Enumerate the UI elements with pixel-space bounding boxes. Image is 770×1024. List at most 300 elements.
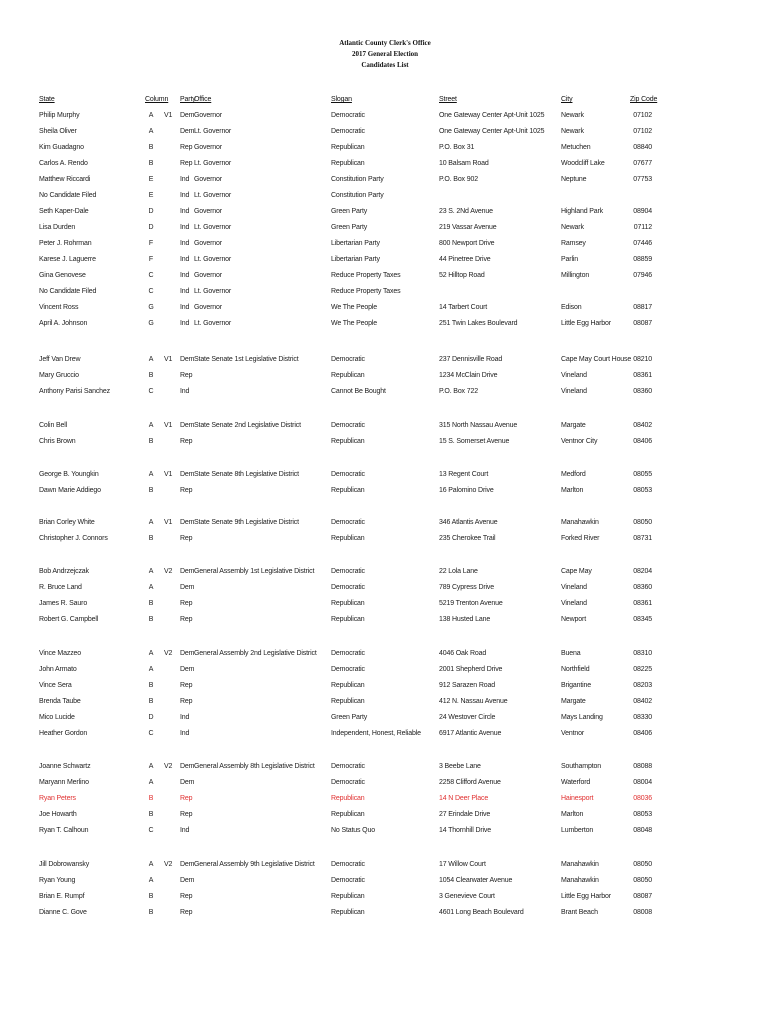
ballot-column: A xyxy=(148,356,154,363)
city: Northfield xyxy=(561,666,590,673)
slogan: We The People xyxy=(331,320,378,327)
table-row xyxy=(0,172,770,188)
party: Rep xyxy=(180,698,193,705)
zip-code: 08731 xyxy=(633,535,652,542)
candidate-name: Lisa Durden xyxy=(39,224,76,231)
street-address: 3 Beebe Lane xyxy=(439,763,481,770)
zip-code: 07446 xyxy=(633,240,652,247)
city: Newark xyxy=(561,112,584,119)
street-address: 44 Pinetree Drive xyxy=(439,256,491,263)
candidate-name: Philip Murphy xyxy=(39,112,80,119)
party: Ind xyxy=(180,272,190,279)
slogan: Constitution Party xyxy=(331,192,384,199)
ballot-column: A xyxy=(148,666,154,673)
party: Rep xyxy=(180,487,193,494)
slogan: Republican xyxy=(331,811,365,818)
office: Lt. Governor xyxy=(194,192,232,199)
table-row xyxy=(0,694,770,710)
table-row xyxy=(0,108,770,124)
city: Mays Landing xyxy=(561,714,603,721)
party: Rep xyxy=(180,893,193,900)
table-row xyxy=(0,564,770,580)
city: Edison xyxy=(561,304,582,311)
city: Little Egg Harbor xyxy=(561,320,611,327)
street-address: 4046 Oak Road xyxy=(439,650,487,657)
zip-code: 08053 xyxy=(633,811,652,818)
ballot-column: A xyxy=(148,861,154,868)
street-address: P.O. Box 722 xyxy=(439,388,478,395)
table-row xyxy=(0,156,770,172)
party: Rep xyxy=(180,160,193,167)
city: Marlton xyxy=(561,811,584,818)
street-address: 789 Cypress Drive xyxy=(439,584,495,591)
street-address: 6917 Atlantic Avenue xyxy=(439,730,502,737)
ballot-column: B xyxy=(148,616,154,623)
header-list-title: Candidates List xyxy=(361,61,409,69)
party: Dem xyxy=(180,568,195,575)
candidate-name: No Candidate Filed xyxy=(39,288,97,295)
zip-code: 08210 xyxy=(633,356,652,363)
candidate-name: Vincent Ross xyxy=(39,304,79,311)
zip-code: 08036 xyxy=(633,795,652,802)
zip-code: 08360 xyxy=(633,584,652,591)
party: Dem xyxy=(180,666,195,673)
street-address: 10 Balsam Road xyxy=(439,160,489,167)
city: Southampton xyxy=(561,763,601,770)
ballot-column: E xyxy=(148,176,154,183)
party: Dem xyxy=(180,861,195,868)
table-row xyxy=(0,140,770,156)
ballot-column: B xyxy=(148,438,154,445)
city: Cape May Court House xyxy=(561,356,632,363)
street-address: 235 Cherokee Trail xyxy=(439,535,496,542)
ballot-column: A xyxy=(148,763,154,770)
office: Lt. Governor xyxy=(194,128,232,135)
street-address: 16 Palomino Drive xyxy=(439,487,494,494)
vote-for-code: V1 xyxy=(164,519,173,526)
candidate-name: Ryan T. Calhoun xyxy=(39,827,89,834)
city: Margate xyxy=(561,422,586,429)
party: Ind xyxy=(180,240,190,247)
party: Dem xyxy=(180,650,195,657)
city: Highland Park xyxy=(561,208,604,215)
office: State Senate 2nd Legislative District xyxy=(194,422,301,429)
zip-code: 08406 xyxy=(633,438,652,445)
table-row xyxy=(0,418,770,434)
table-row xyxy=(0,300,770,316)
candidate-name: Karese J. Laguerre xyxy=(39,256,96,263)
slogan: Republican xyxy=(331,909,365,916)
ballot-column: C xyxy=(148,272,154,279)
table-row xyxy=(0,759,770,775)
vote-for-code: V2 xyxy=(164,861,173,868)
candidate-name: No Candidate Filed xyxy=(39,192,97,199)
slogan: Republican xyxy=(331,438,365,445)
ballot-column: B xyxy=(148,535,154,542)
city: Margate xyxy=(561,698,586,705)
city: Manahawkin xyxy=(561,861,599,868)
city: Vineland xyxy=(561,372,587,379)
ballot-column: A xyxy=(148,112,154,119)
candidate-name: Mico Lucide xyxy=(39,714,75,721)
ballot-column: A xyxy=(148,471,154,478)
street-address: 5219 Trenton Avenue xyxy=(439,600,503,607)
party: Rep xyxy=(180,372,193,379)
zip-code: 08050 xyxy=(633,877,652,884)
city: Newark xyxy=(561,128,584,135)
zip-code: 08402 xyxy=(633,698,652,705)
street-address: One Gateway Center Apt-Unit 1025 xyxy=(439,112,545,119)
candidate-name: Vince Mazzeo xyxy=(39,650,82,657)
office: Lt. Governor xyxy=(194,288,232,295)
candidate-name: Ryan Young xyxy=(39,877,76,884)
vote-for-code: V1 xyxy=(164,356,173,363)
slogan: Republican xyxy=(331,144,365,151)
street-address: 14 N Deer Place xyxy=(439,795,489,802)
slogan: Republican xyxy=(331,487,365,494)
zip-code: 07677 xyxy=(633,160,652,167)
col-header-zip: Zip Code xyxy=(630,96,658,103)
slogan: Republican xyxy=(331,535,365,542)
office: Lt. Governor xyxy=(194,224,232,231)
zip-code: 08050 xyxy=(633,861,652,868)
table-row xyxy=(0,678,770,694)
table-row xyxy=(0,434,770,450)
zip-code: 08310 xyxy=(633,650,652,657)
table-row xyxy=(0,662,770,678)
party: Rep xyxy=(180,438,193,445)
zip-code: 08204 xyxy=(633,568,652,575)
vote-for-code: V1 xyxy=(164,422,173,429)
party: Rep xyxy=(180,600,193,607)
zip-code: 08088 xyxy=(633,763,652,770)
ballot-column: B xyxy=(148,698,154,705)
vote-for-code: V1 xyxy=(164,471,173,478)
ballot-column: B xyxy=(148,682,154,689)
col-header-slogan: Slogan xyxy=(331,96,352,103)
vote-for-code: V2 xyxy=(164,763,173,770)
street-address: 3 Genevieve Court xyxy=(439,893,495,900)
ballot-column: G xyxy=(148,304,154,311)
street-address: 14 Tarbert Court xyxy=(439,304,488,311)
table-row xyxy=(0,124,770,140)
street-address: 2258 Clifford Avenue xyxy=(439,779,501,786)
table-row xyxy=(0,483,770,499)
party: Dem xyxy=(180,471,195,478)
office: General Assembly 9th Legislative District xyxy=(194,861,315,868)
col-header-column: Column xyxy=(145,96,169,103)
city: Medford xyxy=(561,471,586,478)
party: Ind xyxy=(180,320,190,327)
party: Ind xyxy=(180,730,190,737)
city: Hainesport xyxy=(561,795,594,802)
zip-code: 08050 xyxy=(633,519,652,526)
ballot-column: A xyxy=(148,519,154,526)
street-address: 800 Newport Drive xyxy=(439,240,495,247)
zip-code: 08087 xyxy=(633,893,652,900)
city: Vineland xyxy=(561,388,587,395)
zip-code: 08008 xyxy=(633,909,652,916)
candidate-name: Joanne Schwartz xyxy=(39,763,91,770)
slogan: We The People xyxy=(331,304,378,311)
ballot-column: C xyxy=(148,388,154,395)
party: Dem xyxy=(180,519,195,526)
table-row xyxy=(0,646,770,662)
party: Dem xyxy=(180,356,195,363)
candidate-name: April A. Johnson xyxy=(39,320,88,327)
candidate-name: Seth Kaper-Dale xyxy=(39,208,89,215)
city: Ventnor City xyxy=(561,438,598,445)
office: State Senate 8th Legislative District xyxy=(194,471,299,478)
street-address: 1054 Clearwater Avenue xyxy=(439,877,513,884)
street-address: 27 Erindale Drive xyxy=(439,811,491,818)
slogan: No Status Quo xyxy=(331,827,375,834)
table-row xyxy=(0,710,770,726)
office: General Assembly 2nd Legislative District xyxy=(194,650,317,657)
candidate-name: Maryann Merlino xyxy=(39,779,89,786)
candidate-name: Dianne C. Gove xyxy=(39,909,87,916)
slogan: Democratic xyxy=(331,861,365,868)
table-row xyxy=(0,316,770,332)
zip-code: 08053 xyxy=(633,487,652,494)
office: Governor xyxy=(194,304,222,311)
candidate-name: Joe Howarth xyxy=(39,811,77,818)
party: Ind xyxy=(180,208,190,215)
office: Governor xyxy=(194,208,222,215)
slogan: Democratic xyxy=(331,877,365,884)
candidate-name: Brenda Taube xyxy=(39,698,81,705)
slogan: Libertarian Party xyxy=(331,240,380,247)
table-row xyxy=(0,252,770,268)
table-row xyxy=(0,873,770,889)
table-row xyxy=(0,236,770,252)
slogan: Democratic xyxy=(331,356,365,363)
slogan: Democratic xyxy=(331,128,365,135)
candidate-name: Peter J. Rohrman xyxy=(39,240,92,247)
city: Lumberton xyxy=(561,827,594,834)
slogan: Democratic xyxy=(331,779,365,786)
table-row xyxy=(0,515,770,531)
candidate-name: Gina Genovese xyxy=(39,272,86,279)
zip-code: 08402 xyxy=(633,422,652,429)
slogan: Libertarian Party xyxy=(331,256,380,263)
ballot-column: B xyxy=(148,144,154,151)
city: Vineland xyxy=(561,584,587,591)
vote-for-code: V1 xyxy=(164,112,173,119)
zip-code: 08225 xyxy=(633,666,652,673)
city: Brant Beach xyxy=(561,909,598,916)
party: Dem xyxy=(180,763,195,770)
slogan: Cannot Be Bought xyxy=(331,388,386,395)
street-address: 251 Twin Lakes Boulevard xyxy=(439,320,518,327)
party: Rep xyxy=(180,616,193,623)
office: General Assembly 1st Legislative District xyxy=(194,568,315,575)
table-row xyxy=(0,775,770,791)
table-row xyxy=(0,823,770,839)
candidate-name: George B. Youngkin xyxy=(39,471,99,478)
candidate-name: Jill Dobrowansky xyxy=(39,861,90,868)
street-address: 219 Vassar Avenue xyxy=(439,224,497,231)
header-election-title: 2017 General Election xyxy=(351,50,419,58)
ballot-column: D xyxy=(148,208,154,215)
slogan: Democratic xyxy=(331,422,365,429)
office: Governor xyxy=(194,144,222,151)
ballot-column: B xyxy=(148,487,154,494)
zip-code: 08330 xyxy=(633,714,652,721)
table-row xyxy=(0,268,770,284)
city: Marlton xyxy=(561,487,584,494)
candidate-name: Colin Bell xyxy=(39,422,68,429)
table-row xyxy=(0,467,770,483)
table-row xyxy=(0,596,770,612)
candidate-name: Matthew Riccardi xyxy=(39,176,91,183)
zip-code: 08055 xyxy=(633,471,652,478)
candidate-name: Mary Gruccio xyxy=(39,372,79,379)
city: Forked River xyxy=(561,535,600,542)
candidate-name: Sheila Oliver xyxy=(39,128,77,135)
city: Cape May xyxy=(561,568,592,575)
ballot-column: B xyxy=(148,893,154,900)
candidate-name: Jeff Van Drew xyxy=(39,356,81,363)
slogan: Republican xyxy=(331,616,365,623)
table-row xyxy=(0,905,770,921)
city: Neptune xyxy=(561,176,587,183)
city: Manahawkin xyxy=(561,519,599,526)
slogan: Democratic xyxy=(331,650,365,657)
street-address: 412 N. Nassau Avenue xyxy=(439,698,508,705)
ballot-column: G xyxy=(148,320,154,327)
party: Dem xyxy=(180,584,195,591)
ballot-column: D xyxy=(148,224,154,231)
ballot-column: A xyxy=(148,422,154,429)
party: Rep xyxy=(180,909,193,916)
zip-code: 08361 xyxy=(633,372,652,379)
slogan: Democratic xyxy=(331,519,365,526)
candidate-name: Dawn Marie Addiego xyxy=(39,487,101,494)
zip-code: 08817 xyxy=(633,304,652,311)
city: Brigantine xyxy=(561,682,592,689)
party: Rep xyxy=(180,682,193,689)
table-row xyxy=(0,791,770,807)
city: Metuchen xyxy=(561,144,591,151)
ballot-column: B xyxy=(148,909,154,916)
col-header-party: Party xyxy=(180,96,196,103)
office: State Senate 1st Legislative District xyxy=(194,356,299,363)
city: Millington xyxy=(561,272,590,279)
slogan: Green Party xyxy=(331,714,368,721)
party: Ind xyxy=(180,256,190,263)
slogan: Reduce Property Taxes xyxy=(331,272,401,279)
table-row xyxy=(0,580,770,596)
candidate-name: Chris Brown xyxy=(39,438,76,445)
zip-code: 08859 xyxy=(633,256,652,263)
zip-code: 08361 xyxy=(633,600,652,607)
col-header-state: State xyxy=(39,96,55,103)
ballot-column: A xyxy=(148,650,154,657)
street-address: 912 Sarazen Road xyxy=(439,682,495,689)
street-address: 237 Dennisville Road xyxy=(439,356,503,363)
table-row xyxy=(0,368,770,384)
zip-code: 08904 xyxy=(633,208,652,215)
street-address: 24 Westover Circle xyxy=(439,714,496,721)
slogan: Green Party xyxy=(331,224,368,231)
slogan: Republican xyxy=(331,372,365,379)
street-address: 23 S. 2Nd Avenue xyxy=(439,208,493,215)
party: Ind xyxy=(180,224,190,231)
candidate-name: Ryan Peters xyxy=(39,795,76,802)
table-row xyxy=(0,889,770,905)
candidate-name: Brian Corley White xyxy=(39,519,95,526)
ballot-column: C xyxy=(148,730,154,737)
ballot-column: F xyxy=(148,256,154,263)
office: Governor xyxy=(194,240,222,247)
party: Dem xyxy=(180,128,195,135)
zip-code: 07102 xyxy=(633,112,652,119)
city: Parlin xyxy=(561,256,578,263)
ballot-column: A xyxy=(148,568,154,575)
table-row xyxy=(0,204,770,220)
office: Governor xyxy=(194,112,222,119)
party: Dem xyxy=(180,779,195,786)
party: Rep xyxy=(180,535,193,542)
street-address: 4601 Long Beach Boulevard xyxy=(439,909,524,916)
ballot-column: B xyxy=(148,372,154,379)
city: Newark xyxy=(561,224,584,231)
street-address: One Gateway Center Apt-Unit 1025 xyxy=(439,128,545,135)
candidate-name: Bob Andrzejczak xyxy=(39,568,89,575)
street-address: 17 Willow Court xyxy=(439,861,486,868)
table-row xyxy=(0,220,770,236)
slogan: Republican xyxy=(331,698,365,705)
candidate-name: Anthony Parisi Sanchez xyxy=(39,388,111,395)
slogan: Reduce Property Taxes xyxy=(331,288,401,295)
slogan: Republican xyxy=(331,893,365,900)
slogan: Democratic xyxy=(331,666,365,673)
slogan: Republican xyxy=(331,600,365,607)
city: Woodcliff Lake xyxy=(561,160,605,167)
zip-code: 08048 xyxy=(633,827,652,834)
party: Ind xyxy=(180,714,190,721)
zip-code: 08360 xyxy=(633,388,652,395)
street-address: 52 Hilltop Road xyxy=(439,272,485,279)
party: Dem xyxy=(180,877,195,884)
table-row xyxy=(0,807,770,823)
zip-code: 07102 xyxy=(633,128,652,135)
vote-for-code: V2 xyxy=(164,568,173,575)
city: Manahawkin xyxy=(561,877,599,884)
city: Ventnor xyxy=(561,730,585,737)
street-address: 15 S. Somerset Avenue xyxy=(439,438,510,445)
party: Rep xyxy=(180,144,193,151)
candidate-name: James R. Sauro xyxy=(39,600,88,607)
office: Lt. Governor xyxy=(194,160,232,167)
party: Rep xyxy=(180,811,193,818)
slogan: Republican xyxy=(331,682,365,689)
party: Rep xyxy=(180,795,193,802)
ballot-column: B xyxy=(148,160,154,167)
city: Ramsey xyxy=(561,240,586,247)
street-address: 14 Thornhill Drive xyxy=(439,827,492,834)
candidate-name: Heather Gordon xyxy=(39,730,88,737)
candidate-name: Robert G. Campbell xyxy=(39,616,99,623)
party: Dem xyxy=(180,112,195,119)
ballot-column: A xyxy=(148,877,154,884)
slogan: Democratic xyxy=(331,584,365,591)
street-address: P.O. Box 902 xyxy=(439,176,478,183)
table-row xyxy=(0,352,770,368)
slogan: Constitution Party xyxy=(331,176,384,183)
street-address: 1234 McClain Drive xyxy=(439,372,498,379)
